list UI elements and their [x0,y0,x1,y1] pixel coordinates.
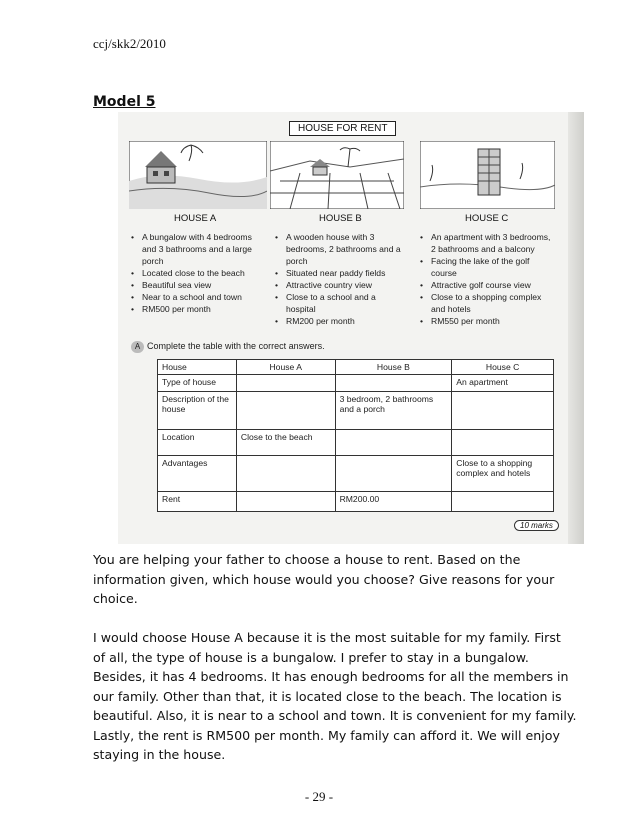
table-row [158,392,554,430]
feature-item: • Located close to the beach [131,267,264,279]
answer-line: beautiful. Also, it is near to a school and town. It is convenient for my family. [93,708,577,723]
page-number: - 29 - [304,789,334,804]
feature-item: • An apartment with 3 bedrooms, 2 bathrooms and a balcony [420,231,555,255]
question-text [93,550,555,609]
answer-table [157,359,554,512]
model-title: Model 5 [93,94,156,110]
table-row [158,456,554,492]
house-b-picture [270,141,404,209]
answer-line: staying in the house. [93,747,226,762]
table-cell [236,492,335,512]
row-label: Advantages [158,456,237,492]
table-cell [335,375,452,392]
house-a-label: HOUSE A [174,213,217,224]
table-header: House B [335,360,452,375]
table-row [158,375,554,392]
feature-item: • A bungalow with 4 bedrooms and 3 bathrooms and a large porch [131,231,264,267]
worksheet-title: HOUSE FOR RENT [289,121,396,136]
house-c-picture [420,141,555,209]
feature-item: • Close to a shopping complex and hotels [420,291,555,315]
answer-line: I would choose House A because it is the most suitable for my family. First [93,630,561,645]
feature-item: • Beautiful sea view [131,279,264,291]
feature-item: • Situated near paddy fields [275,267,407,279]
table-cell [236,375,335,392]
marks-badge: 10 marks [514,520,559,531]
answer-line: Besides, it has 4 bedrooms. It has enough bedrooms for all the members in [93,669,569,684]
table-row [158,430,554,456]
house-a-features [131,231,264,315]
scan-edge [568,112,584,544]
house-c-features [420,231,555,327]
feature-item: • Close to a school and a hospital [275,291,407,315]
row-label: Rent [158,492,237,512]
answer-line: Lastly, the rent is RM500 per month. My family can afford it. We will enjoy [93,727,560,743]
table-cell [236,392,335,430]
task-instruction [131,341,325,353]
house-a-picture [129,141,267,209]
table-cell [335,430,452,456]
question-line: You are helping your father to choose a house to rent. Based on the [93,552,521,567]
answer-line: our family. Other than that, it is located close to the beach. The location is [93,688,562,704]
table-cell: An apartment [452,375,554,392]
table-cell [452,492,554,512]
question-line: information given, which house would you choose? Give reasons for your [93,571,555,587]
table-cell: RM200.00 [335,492,452,512]
feature-item: • RM200 per month [275,315,407,327]
table-cell: Close to a shopping complex and hotels [452,456,554,492]
table-cell [452,392,554,430]
table-cell [452,430,554,456]
table-cell: Close to the beach [236,430,335,456]
answer-line: of all, the type of house is a bungalow. I prefer to stay in a bungalow. [93,649,529,665]
house-b-features [275,231,407,327]
table-header-row [158,360,554,375]
table-header: House A [236,360,335,375]
answer-text [93,628,577,765]
feature-item: • A wooden house with 3 bedrooms, 2 bathrooms and a porch [275,231,407,267]
document-header: ccj/skk2/2010 [93,36,166,51]
question-line: choice. [93,591,138,606]
house-c-label: HOUSE C [465,213,509,224]
instruction-text: Complete the table with the correct answers. [147,341,325,351]
table-header: House C [452,360,554,375]
feature-item: • RM500 per month [131,303,264,315]
table-cell [236,456,335,492]
table-cell: 3 bedroom, 2 bathrooms and a porch [335,392,452,430]
table-header: House [158,360,237,375]
feature-item: • Attractive golf course view [420,279,555,291]
feature-item: • RM550 per month [420,315,555,327]
table-cell [335,456,452,492]
section-badge: A [131,341,144,353]
row-label: Description of the house [158,392,237,430]
row-label: Location [158,430,237,456]
feature-item: • Attractive country view [275,279,407,291]
house-b-label: HOUSE B [319,213,362,224]
feature-item: • Facing the lake of the golf course [420,255,555,279]
row-label: Type of house [158,375,237,392]
feature-item: • Near to a school and town [131,291,264,303]
table-row [158,492,554,512]
